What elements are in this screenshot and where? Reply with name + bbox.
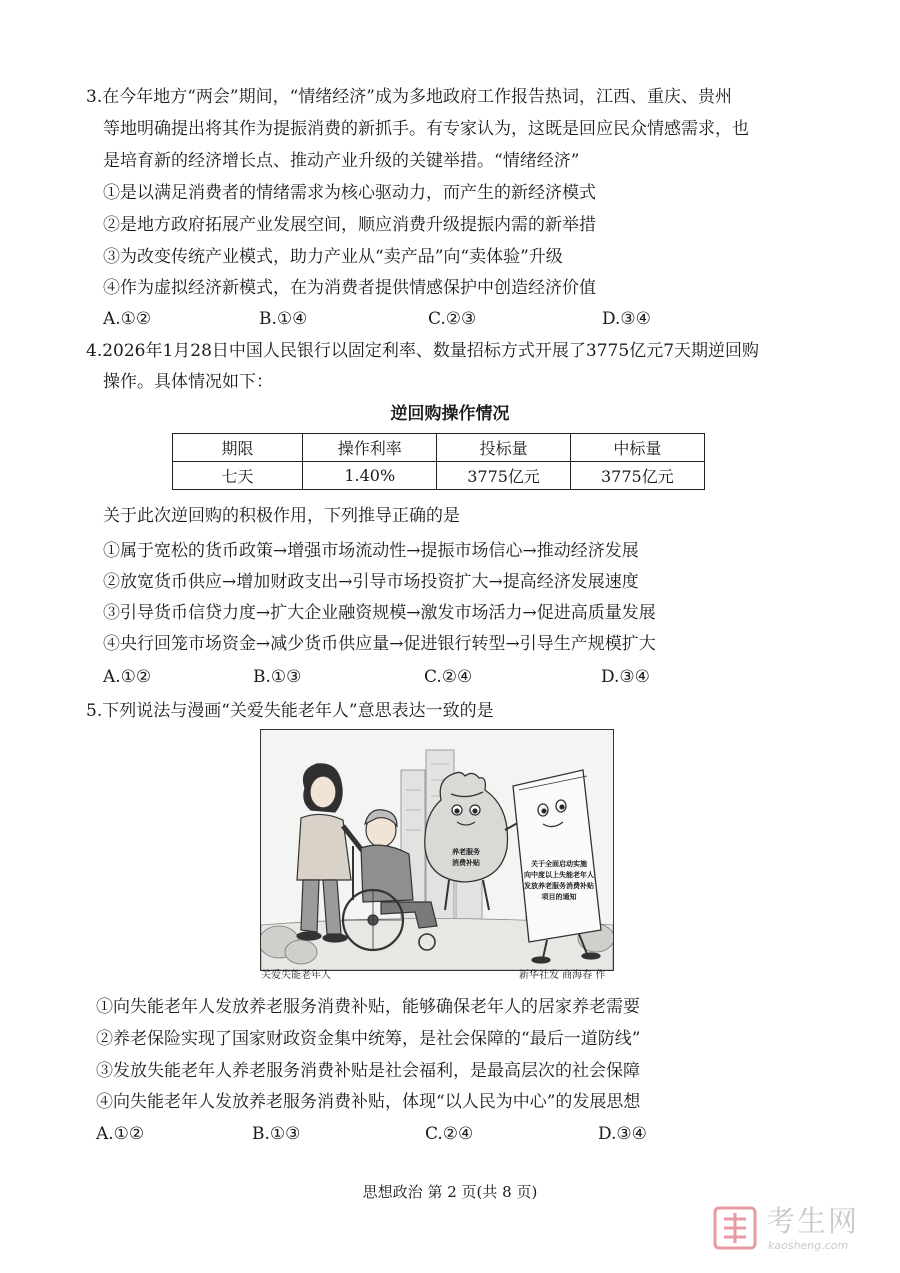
q3-stem-line-2: 等地明确提出将其作为提振消费的新抓手。有专家认为，这既是回应民众情感需求，也 (103, 119, 749, 139)
q4-item-2: ②放宽货币供应→增加财政支出→引导市场投资扩大→提高经济发展速度 (103, 572, 639, 592)
cartoon-caption-credit: 新华社发 商海春 作 (519, 970, 606, 981)
q4-question: 关于此次逆回购的积极作用，下列推导正确的是 (103, 506, 460, 526)
q5-option-d[interactable]: D.③④ (598, 1124, 647, 1144)
q3-option-d[interactable]: D.③④ (602, 309, 651, 329)
q4-option-b[interactable]: B.①③ (253, 667, 302, 687)
q4-options (103, 666, 703, 688)
table-header-winning: 中标量 (570, 434, 704, 462)
q5-option-b[interactable]: B.①③ (252, 1124, 301, 1144)
cartoon-bag-text-2: 消费补贴 (452, 859, 480, 867)
table-header-rate: 操作利率 (303, 434, 437, 462)
reverse-repo-table (172, 433, 705, 490)
table-header-bid: 投标量 (437, 434, 570, 462)
table-cell-bid: 3775亿元 (437, 462, 570, 490)
q4-item-3: ③引导货币信贷力度→扩大企业融资规模→激发市场活力→促进高质量发展 (103, 603, 656, 623)
q3-item-3: ③为改变传统产业模式，助力产业从“卖产品”向“卖体验”升级 (103, 247, 563, 267)
cartoon-caption-title: 关爱失能老年人 (261, 970, 331, 981)
q3-option-a[interactable]: A.①② (103, 309, 152, 329)
q5-options (96, 1123, 696, 1145)
page-footer: 思想政治 第 2 页(共 8 页) (362, 1183, 538, 1201)
cartoon-notice-line-1: 关于全面启动实施 (531, 860, 587, 868)
q5-stem: 5.下列说法与漫画“关爱失能老年人”意思表达一致的是 (86, 701, 494, 721)
watermark-logo-icon (712, 1205, 758, 1251)
cartoon-bag-text-1: 养老服务 (452, 848, 480, 856)
q4-stem-line-2: 操作。具体情况如下： (103, 372, 273, 392)
table-header-term: 期限 (173, 434, 303, 462)
q4-item-4: ④央行回笼市场资金→减少货币供应量→促进银行转型→引导生产规模扩大 (103, 634, 656, 654)
q3-option-b[interactable]: B.①④ (259, 309, 308, 329)
q3-item-2: ②是地方政府拓展产业发展空间，顺应消费升级提振内需的新举措 (103, 215, 596, 235)
watermark (712, 1203, 890, 1259)
table-cell-term: 七天 (173, 462, 303, 490)
table-caption: 逆回购操作情况 (390, 404, 510, 424)
q5-item-1: ①向失能老年人发放养老服务消费补贴，能够确保老年人的居家养老需要 (96, 997, 640, 1017)
cartoon-notice-line-4: 项目的通知 (541, 893, 577, 901)
q5-option-a[interactable]: A.①② (96, 1124, 145, 1144)
cartoon-notice-line-3: 发放养老服务消费补贴 (524, 882, 594, 890)
q5-option-c[interactable]: C.②④ (425, 1124, 474, 1144)
q5-item-3: ③发放失能老年人养老服务消费补贴是社会福利，是最高层次的社会保障 (96, 1061, 640, 1081)
watermark-url: kaosheng.com (768, 1239, 849, 1252)
table-row (173, 462, 705, 490)
q3-stem-line-1: 3.在今年地方“两会”期间，“情绪经济”成为多地政府工作报告热词，江西、重庆、贵州 (86, 87, 732, 107)
q3-option-c[interactable]: C.②③ (428, 309, 477, 329)
q5-item-4: ④向失能老年人发放养老服务消费补贴，体现“以人民为中心”的发展思想 (96, 1092, 641, 1112)
q4-option-a[interactable]: A.①② (103, 667, 152, 687)
q4-option-d[interactable]: D.③④ (601, 667, 650, 687)
q4-option-c[interactable]: C.②④ (424, 667, 473, 687)
q3-item-4: ④作为虚拟经济新模式，在为消费者提供情感保护中创造经济价值 (103, 278, 596, 298)
table-header-row (173, 434, 705, 462)
q3-stem-line-3: 是培育新的经济增长点、推动产业升级的关键举措。“情绪经济” (103, 151, 580, 171)
q3-options (103, 308, 703, 330)
table-cell-rate: 1.40% (303, 462, 437, 490)
watermark-name: 考生网 (766, 1204, 860, 1238)
table-cell-winning: 3775亿元 (570, 462, 704, 490)
cartoon-caring-elderly (260, 729, 614, 971)
q4-item-1: ①属于宽松的货币政策→增强市场流动性→提振市场信心→推动经济发展 (103, 541, 639, 561)
cartoon-notice-line-2: 向中度以上失能老年人 (524, 871, 594, 879)
q4-stem-line-1: 4.2026年1月28日中国人民银行以固定利率、数量招标方式开展了3775亿元7天期逆回购 (86, 341, 760, 361)
q3-item-1: ①是以满足消费者的情绪需求为核心驱动力，而产生的新经济模式 (103, 183, 596, 203)
q5-item-2: ②养老保险实现了国家财政资金集中统筹，是社会保障的“最后一道防线” (96, 1029, 641, 1049)
